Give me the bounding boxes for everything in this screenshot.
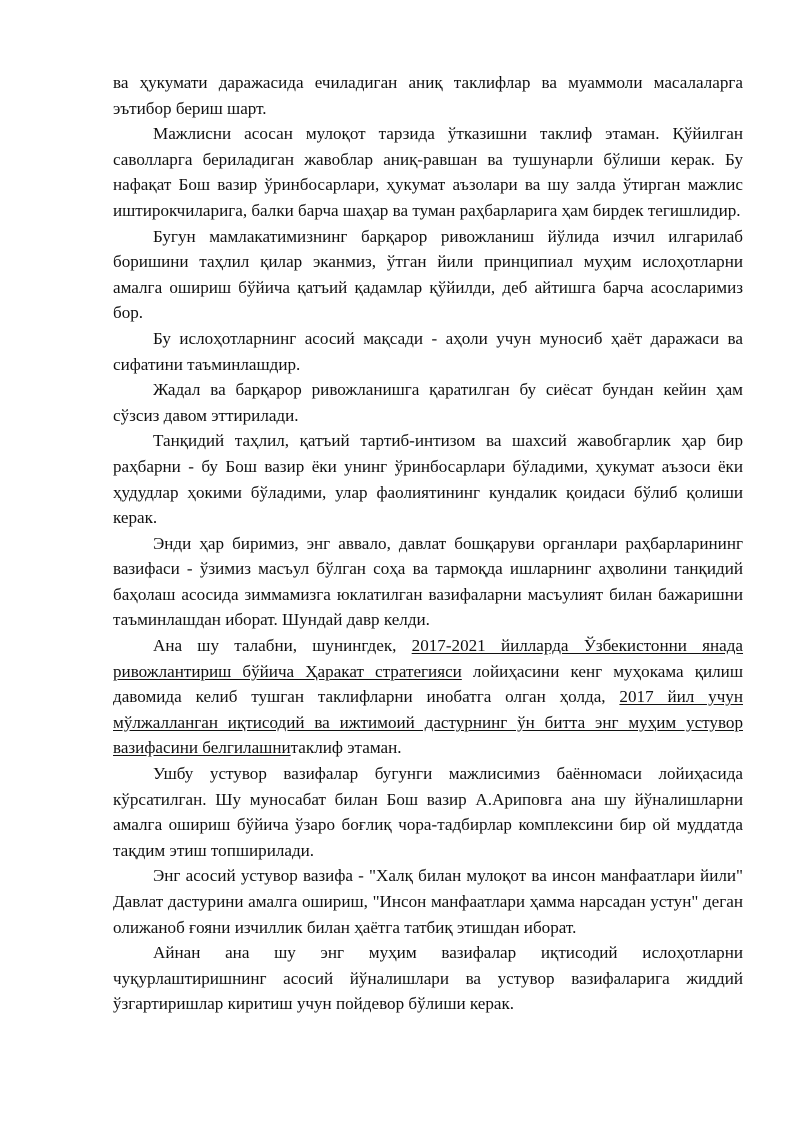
paragraph-7: Энди ҳар биримиз, энг аввало, давлат бошқаруви органлари раҳбарларининг вазифаси - ўзимиз масъул бўлган соҳа ва тармоқда ишларнинг аҳволини танқидий баҳолаш асосида зиммамизга юклатилган вазифаларни масъулият билан бажаришни таъминлашдан иборат. Шундай давр келди.: [113, 533, 743, 630]
paragraph-8-middle: лойиҳасини кенг муҳокама қилиш давомида келиб тушган таклифларни инобатга олган ҳолда,: [113, 661, 743, 707]
paragraph-8: [113, 633, 743, 761]
paragraph-8-end: таклиф этаман.: [290, 738, 402, 758]
paragraph-5: Жадал ва барқарор ривожланишга қаратилган бу сиёсат бундан кейин ҳам сўзсиз давом эттирилади.: [113, 380, 743, 425]
paragraph-3: Бугун мамлакатимизнинг барқарор ривожланиш йўлида изчил илгарилаб боришини таҳлил қилар эканмиз, ўтган йили принципиал муҳим ислоҳотларни амалга ошириш бўйича қатъий қадамлар қўйилди, деб айтишга барча асосларимиз бор.: [113, 226, 743, 323]
paragraph-8-intro: Ана шу талабни, шунингдек,: [153, 636, 412, 656]
paragraph-10: Энг асосий устувор вазифа - "Халқ билан мулоқот ва инсон манфаатлари йили" Давлат дастурини амалга ошириш, "Инсон манфаатлари ҳамма нарсадан устун" деган олижаноб ғояни изчиллик билан ҳаётга татбиқ этишдан иборат.: [113, 866, 743, 937]
paragraph-1: ва ҳукумати даражасида ечиладиган аниқ таклифлар ва муаммоли масалаларга эътибор бериш шарт.: [113, 73, 743, 118]
paragraph-6: Танқидий таҳлил, қатъий тартиб-интизом ва шахсий жавобгарлик ҳар бир раҳбарни - бу Бош вазир ёки унинг ўринбосарлари бўладими, ҳукумат аъзоси ёки ҳудудлар ҳокими бўладими, улар фаолиятининг кундалик қоидаси бўлиб қолиши керак.: [113, 431, 743, 528]
paragraph-4: Бу ислоҳотларнинг асосий мақсади - аҳоли учун муносиб ҳаёт даражаси ва сифатини таъминлашдир.: [113, 328, 743, 374]
paragraph-11: Айнан ана шу энг муҳим вазифалар иқтисодий ислоҳотларни чуқурлаштиришнинг асосий йўналишлари ва устувор вазифаларига жиддий ўзгартиришлар киритиш учун пойдевор бўлиши керак.: [113, 943, 743, 1014]
priority-tasks-link[interactable]: 2017 йил учун мўлжалланган иқтисодий ва ижтимоий дастурнинг ўн битта энг муҳим устувор вазифасини белгилашни: [113, 687, 743, 758]
document-page: [113, 70, 743, 1017]
action-strategy-link[interactable]: 2017-2021 йилларда Ўзбекистонни янада ривожлантириш бўйича Ҳаракат стратегияси: [113, 636, 744, 681]
paragraph-9: Ушбу устувор вазифалар бугунги мажлисимиз баённомаси лойиҳасида кўрсатилган. Шу муносабат билан Бош вазир А.Ариповга ана шу йўналишларни амалга ошириш бўйича ўзаро боғлиқ чора-тадбирлар комплексини бир ой муддатда тақдим этиш топширилади.: [113, 764, 743, 860]
paragraph-2: Мажлисни асосан мулоқот тарзида ўтказишни таклиф этаман. Қўйилган саволларга бериладиган жавоблар аниқ-равшан ва тушунарли бўлиши керак. Бу нафақат Бош вазир ўринбосарлари, ҳукумат аъзолари ва шу залда ўтирган мажлис иштирокчиларига, балки барча шаҳар ва туман раҳбарларига ҳам бирдек тегишлидир.: [113, 124, 743, 220]
